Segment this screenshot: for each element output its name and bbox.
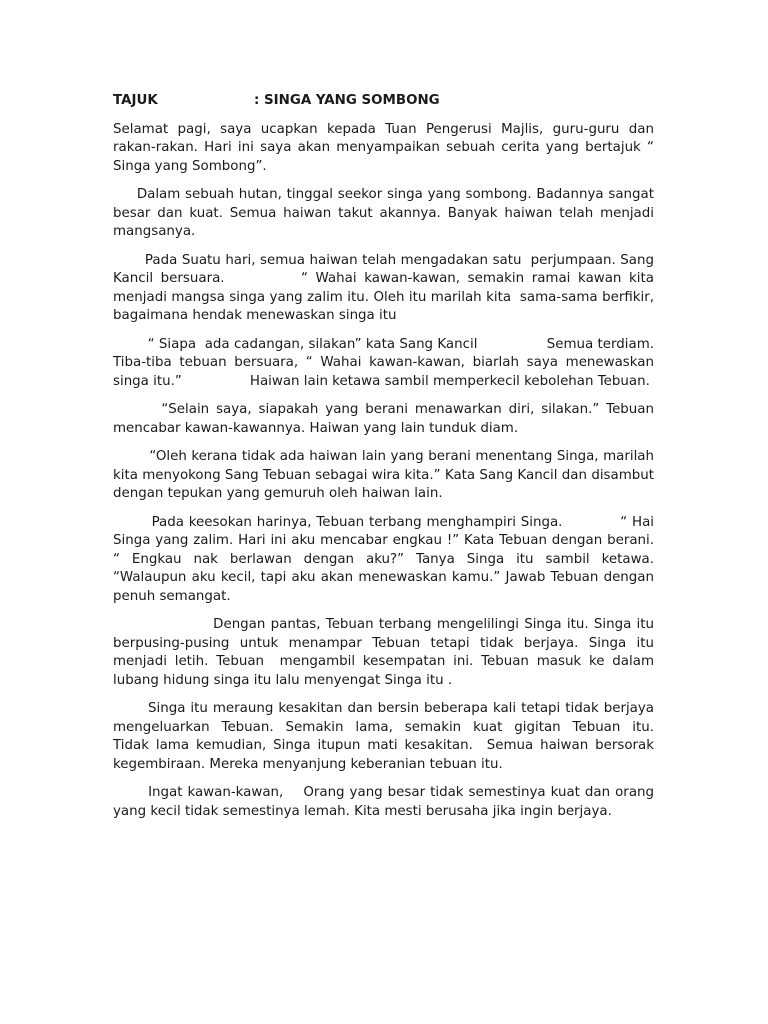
paragraph-forest: Dalam sebuah hutan, tinggal seekor singa yang sombong. Badannya sangat besar dan kuat. Semua haiwan takut akannya. Banyak haiwan telah menjadi mangsanya. bbox=[113, 187, 659, 239]
paragraph-ending: Singa itu meraung kesakitan dan bersin beberapa kali tetapi tidak berjaya mengeluarkan Tebuan. Semakin lama, semakin kuat gigitan Tebuan itu. Tidak lama kemudian, Singa itupun mati kesakitan. Semua haiwan bersorak kegembiraan. Mereka menyanjung keberanian tebuan itu. bbox=[113, 701, 697, 772]
paragraph-suggestion: “ Siapa ada cadangan, silakan” kata Sang Kancil Semua terdiam. Tiba-tiba tebuan bersuara, “ Wahai kawan-kawan, biarlah saya menewaskan singa itu.” Haiwan lain ketawa sambil memperkecil kebolehan Tebuan. bbox=[113, 336, 659, 389]
document-body bbox=[113, 92, 697, 831]
paragraph-fight: Dengan pantas, Tebuan terbang mengelilingi Singa itu. Singa itu berpusing-pusing untuk menampar Tebuan tetapi tidak berjaya. Singa itu menjadi letih. Tebuan mengambil kesempatan ini. Tebuan masuk ke dalam lubang hidung singa itu lalu menyengat Singa itu . bbox=[113, 617, 659, 688]
title-label: TAJUK bbox=[113, 93, 158, 108]
paragraph-challenge: “Selain saya, siapakah yang berani menawarkan diri, silakan.” Tebuan mencabar kawan-kawannya. Haiwan yang lain tunduk diam. bbox=[113, 402, 659, 436]
paragraph-support: “Oleh kerana tidak ada haiwan lain yang berani menentang Singa, marilah kita menyokong Sang Tebuan sebagai wira kita.” Kata Sang Kancil dan disambut dengan tepukan yang gemuruh oleh haiwan lain. bbox=[113, 449, 659, 501]
document-title bbox=[113, 92, 654, 111]
paragraph-next-day: Pada keesokan harinya, Tebuan terbang menghampiri Singa. “ Hai Singa yang zalim. Hari ini aku mencabar engkau !” Kata Tebuan dengan berani. “ Engkau nak berlawan dengan aku?” Tanya Singa itu sambil ketawa. “Walaupun aku kecil, tapi aku akan menewaskan kamu.” Jawab Tebuan dengan penuh semangat. bbox=[113, 514, 659, 604]
paragraph-meeting: Pada Suatu hari, semua haiwan telah mengadakan satu perjumpaan. Sang Kancil bersuara. “ Wahai kawan-kawan, semakin ramai kawan kita menjadi mangsa singa yang zalim itu. Oleh itu marilah kita sama-sama berfikir, bagaimana hendak menewaskan singa itu bbox=[113, 252, 659, 323]
paragraph-opening: Selamat pagi, saya ucapkan kepada Tuan Pengerusi Majlis, guru-guru dan rakan-rakan. Hari ini saya akan menyampaikan sebuah cerita yang bertajuk “ Singa yang Sombong”. bbox=[113, 121, 659, 174]
title-value: : SINGA YANG SOMBONG bbox=[254, 93, 440, 108]
paragraph-moral: Ingat kawan-kawan, Orang yang besar tidak semestinya kuat dan orang yang kecil tidak semestinya lemah. Kita mesti berusaha jika ingin berjaya. bbox=[113, 785, 659, 819]
